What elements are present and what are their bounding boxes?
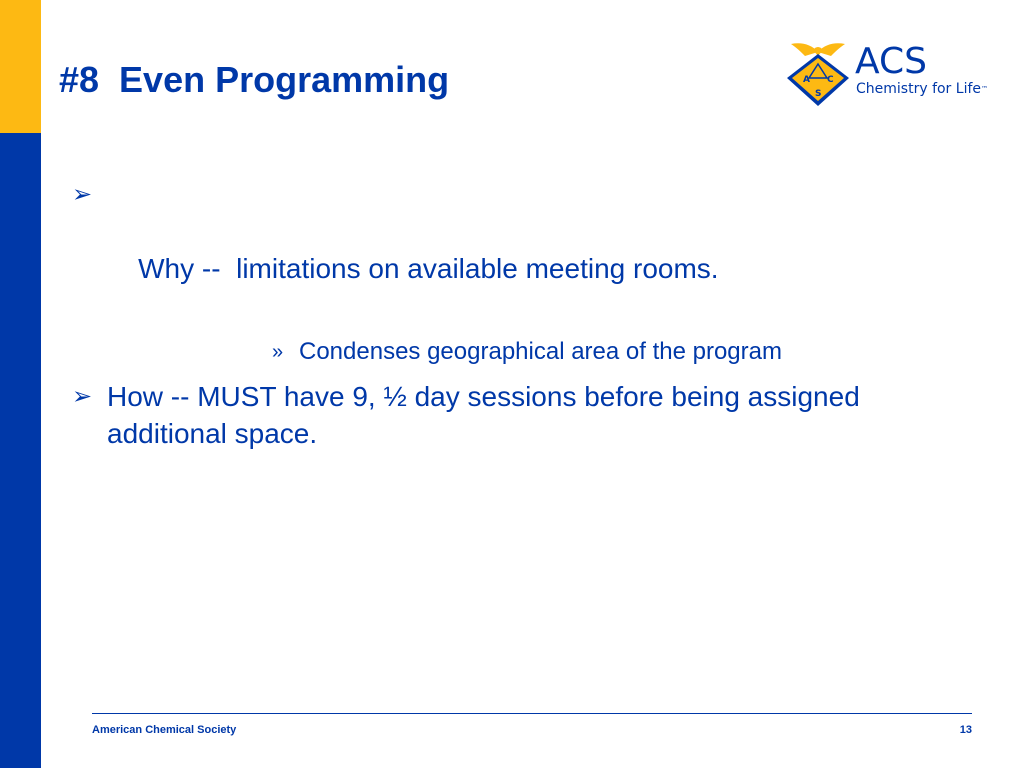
sub-bullet-marker: » [272, 341, 284, 363]
arrow-bullet-icon: ➢ [72, 180, 93, 208]
footer-organization: American Chemical Society [92, 724, 237, 736]
acs-logo [783, 40, 988, 110]
seal-letter-a: A [803, 75, 810, 85]
footer-divider [92, 713, 972, 714]
arrow-bullet-icon: ➢ [72, 382, 93, 410]
sub-bullet-condenses [272, 336, 972, 368]
bullet-why [72, 176, 972, 324]
bullet-why-text: Why -- limitations on available meeting rooms. [138, 253, 719, 284]
bullet-how-text: How -- MUST have 9, ½ day sessions before being assigned additional space. [107, 381, 860, 449]
sub-bullet-condenses-text: Condenses geographical area of the program [299, 338, 782, 365]
acs-wordmark: ACS [855, 41, 927, 82]
bullet-how [72, 378, 867, 452]
acs-tagline-text: Chemistry for Life [856, 81, 981, 97]
slide-title: #8 Even Programming [59, 59, 450, 100]
trademark-symbol: ™ [981, 85, 988, 93]
acs-eagle-seal-icon [783, 40, 853, 108]
accent-band-yellow [0, 0, 41, 133]
accent-band-blue [0, 133, 41, 768]
seal-letter-c: C [827, 75, 834, 85]
seal-letter-s: S [815, 89, 822, 99]
slide-body [72, 176, 972, 452]
acs-tagline [856, 80, 988, 98]
page-number: 13 [959, 724, 972, 736]
